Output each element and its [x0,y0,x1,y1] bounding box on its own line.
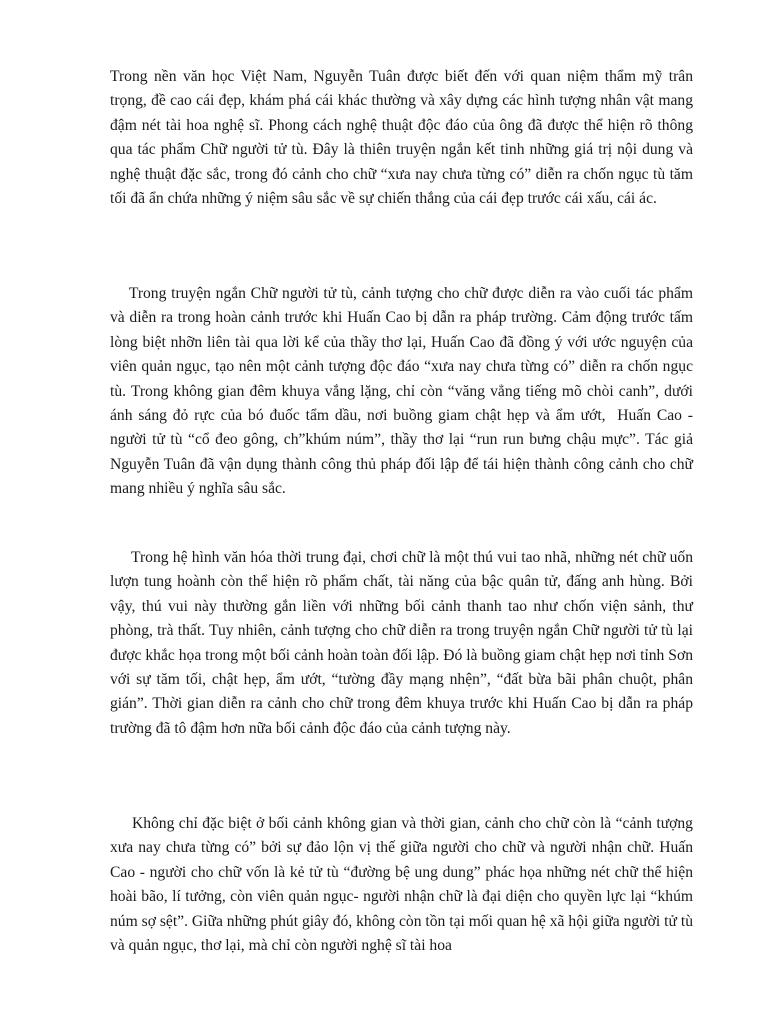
paragraph-intro: Trong nền văn học Việt Nam, Nguyễn Tuân được biết đến với quan niệm thẩm mỹ trân trọng, đề cao cái đẹp, khám phá cái khác thường và xây dựng các hình tượng nhân vật mang đậm nét tài hoa nghệ sĩ. Phong cách nghệ thuật độc đáo của ông đã được thể hiện rõ thông qua tác phẩm Chữ người tử tù. Đây là thiên truyện ngắn kết tinh những giá trị nội dung và nghệ thuật đặc sắc, trong đó cảnh cho chữ “xưa nay chưa từng có” diễn ra chốn ngục tù tăm tối đã ẩn chứa những ý niệm sâu sắc về sự chiến thắng của cái đẹp trước cái xấu, cái ác. [110,68,697,208]
paragraph-reversal: Không chỉ đặc biệt ở bối cảnh không gian và thời gian, cảnh cho chữ còn là “cảnh tượng xưa nay chưa từng có” bởi sự đảo lộn vị thế giữa người cho chữ và người nhận chữ. Huấn Cao - người cho chữ vốn là kẻ tử tù “đường bệ ung dung” phác họa những nét chữ thể hiện hoài bão, lí tưởng, còn viên quản ngục- người nhận chữ là đại diện cho quyền lực lại “khúm núm sợ sệt”. Giữa những phút giây đó, không còn tồn tại mối quan hệ xã hội giữa người tử tù và quản ngục, thơ lại, mà chỉ còn người nghệ sĩ tài hoa [110,815,697,955]
paragraph-setting: Trong hệ hình văn hóa thời trung đại, chơi chữ là một thú vui tao nhã, những nét chữ uốn lượn tung hoành còn thể hiện rõ phẩm chất, tài năng của bậc quân tử, đấng anh hùng. Bởi vậy, thú vui này thường gắn liền với những bối cảnh thanh tao như chốn viện sảnh, thư phòng, trà thất. Tuy nhiên, cảnh tượng cho chữ diễn ra trong truyện ngắn Chữ người tử tù lại được khắc họa trong một bối cảnh hoàn toàn đối lập. Đó là buồng giam chật hẹp nơi tỉnh Sơn với sự tăm tối, chật hẹp, ẩm ướt, “tường đầy mạng nhện”, “đất bừa bãi phân chuột, phân gián”. Thời gian diễn ra cảnh cho chữ trong đêm khuya trước khi Huấn Cao bị dẫn ra pháp trường đã tô đậm hơn nữa bối cảnh độc đáo của cảnh tượng này. [110,549,697,737]
paragraph-context: Trong truyện ngắn Chữ người tử tù, cảnh tượng cho chữ được diễn ra vào cuối tác phẩm và diễn ra trong hoàn cảnh trước khi Huấn Cao bị dẫn ra pháp trường. Cảm động trước tấm lòng biệt nhỡn liên tài qua lời kể của thầy thơ lại, Huấn Cao đã đồng ý với ước nguyện của viên quản ngục, tạo nên một cảnh tượng độc đáo “xưa nay chưa từng có” diễn ra chốn ngục tù. Trong không gian đêm khuya vắng lặng, chỉ còn “văng vẳng tiếng mõ chòi canh”, dưới ánh sáng đỏ rực của bó đuốc tẩm dầu, nơi buồng giam chật hẹp và ẩm ướt, Huấn Cao - người tử tù “cổ đeo gông, ch”khúm núm”, thầy thơ lại “run run bưng chậu mực”. Tác giả Nguyễn Tuân đã vận dụng thành công thủ pháp đối lập để tái hiện thành công cảnh cho chữ mang nhiều ý nghĩa sâu sắc. [110,285,697,498]
